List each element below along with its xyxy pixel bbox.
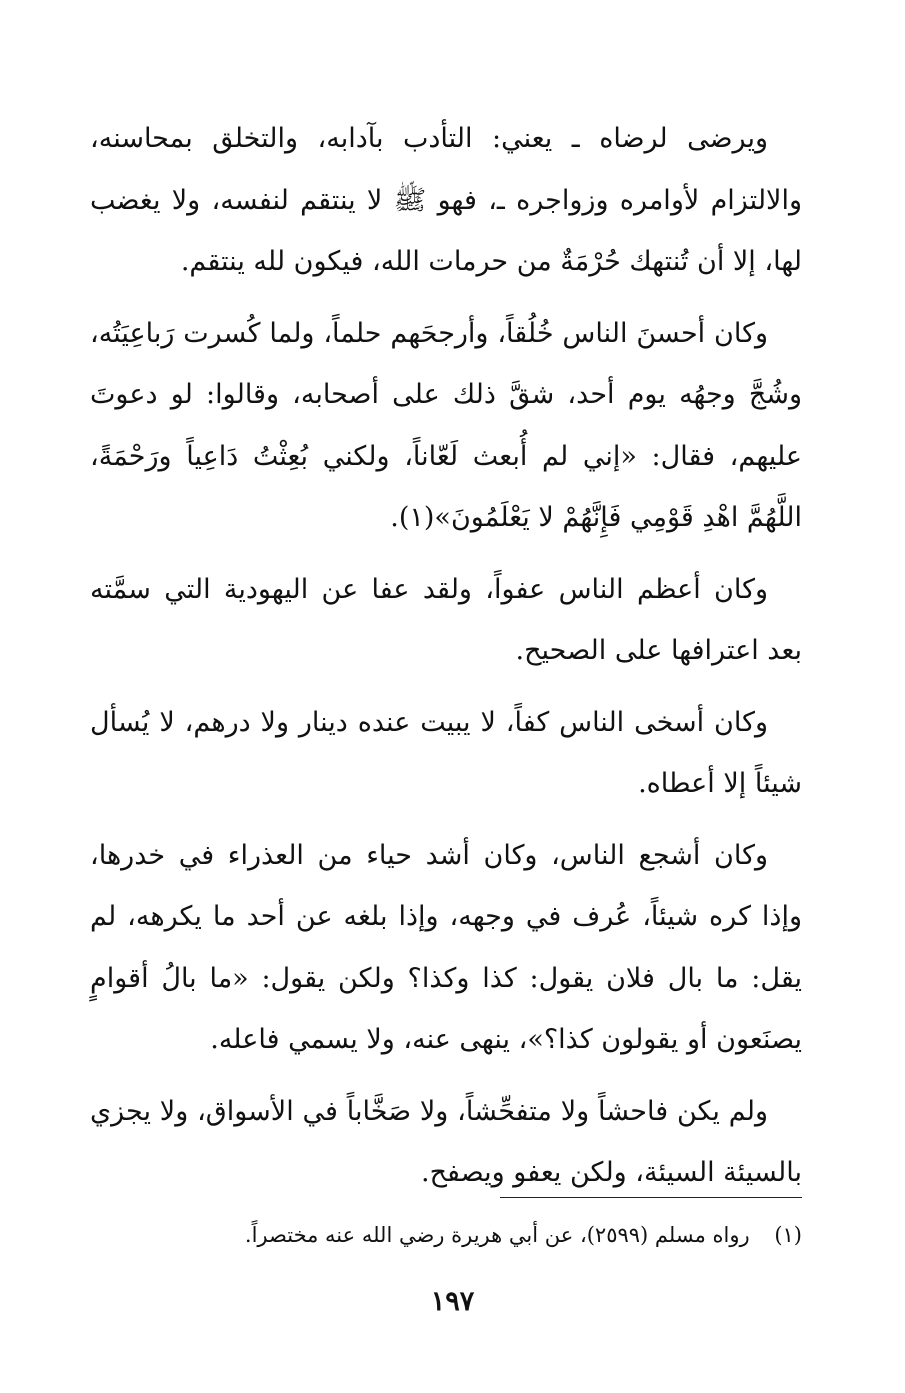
paragraph-4: وكان أسخى الناس كفاً، لا يبيت عنده دينار ولا درهم، لا يُسأل شيئاً إلا أعطاه.: [90, 706, 802, 799]
main-text: [90, 108, 802, 1204]
paragraph-2: وكان أحسنَ الناس خُلُقاً، وأرجحَهم حلماً، ولما كُسرت رَباعِيَتُه، وشُجَّ وجهُه يوم أحد، شقَّ ذلك على أصحابه، وقالوا: لو دعوتَ عليهم، فقال: «إني لم أُبعث لَعّاناً، ولكني بُعِثْتُ دَاعِياً ورَحْمَةً، اللَّهُمَّ اهْدِ قَوْمِي فَإِنَّهُمْ لا يَعْلَمُونَ»(١).: [90, 317, 802, 533]
paragraph-5: وكان أشجع الناس، وكان أشد حياء من العذراء في خدرها، وإذا كره شيئاً، عُرف في وجهه، وإذا بلغه عن أحد ما يكرهه، لم يقل: ما بال فلان يقول: كذا وكذا؟ ولكن يقول: «ما بالُ أقوامٍ يصنَعون أو يقولون كذا؟»، ينهى عنه، ولا يسمي فاعله.: [90, 839, 802, 1055]
footnote: [90, 1218, 802, 1252]
paragraph-1: ويرضى لرضاه ـ يعني: التأدب بآدابه، والتخلق بمحاسنه، والالتزام لأوامره وزواجره ـ، فهو ﷺ لا ينتقم لنفسه، ولا يغضب لها، إلا أن تُنتهك حُرْمَةٌ من حرمات الله، فيكون لله ينتقم.: [90, 123, 802, 277]
footnote-text: رواه مسلم (٢٥٩٩)، عن أبي هريرة رضي الله عنه مختصراً.: [244, 1223, 750, 1247]
page-number: ١٩٧: [430, 1286, 475, 1317]
footnote-number: (١): [774, 1223, 802, 1247]
paragraph-6: ولم يكن فاحشاً ولا متفحِّشاً، ولا صَخَّاباً في الأسواق، ولا يجزي بالسيئة السيئة، ولكن يعفو ويصفح.: [90, 1095, 802, 1188]
paragraph-3: وكان أعظم الناس عفواً، ولقد عفا عن اليهودية التي سمَّته بعد اعترافها على الصحيح.: [90, 573, 802, 666]
footnote-divider: [500, 1197, 802, 1198]
